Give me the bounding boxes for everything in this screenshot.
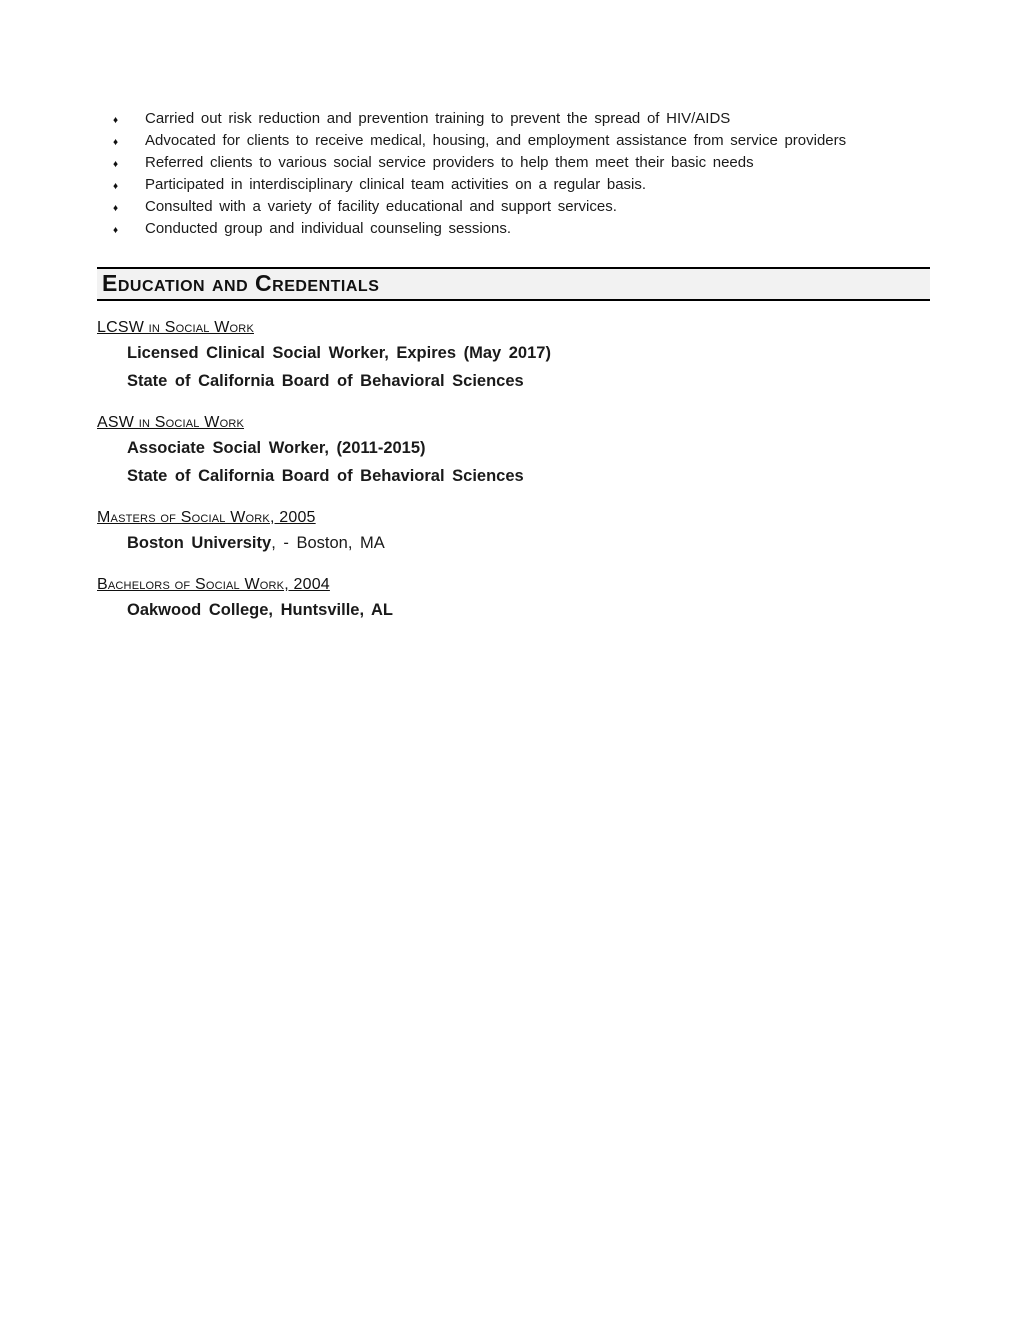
school-name: Oakwood College, Huntsville, AL bbox=[127, 601, 394, 619]
diamond-bullet-icon: ♦ bbox=[113, 137, 119, 148]
education-entry-line bbox=[127, 465, 930, 488]
bullet-text: Carried out risk reduction and prevention training to prevent the spread of HIV/AIDS bbox=[145, 110, 731, 127]
credential-title: Licensed Clinical Social Worker, Expires (May 2017) bbox=[127, 344, 551, 362]
bullet-text: Participated in interdisciplinary clinical team activities on a regular basis. bbox=[145, 176, 647, 193]
bullet-text: Advocated for clients to receive medical, housing, and employment assistance from service providers bbox=[145, 132, 847, 149]
bullet-text: Referred clients to various social service providers to help them meet their basic needs bbox=[145, 154, 754, 171]
education-entry-heading: Bachelors of Social Work, 2004 bbox=[97, 576, 330, 593]
bullet-item bbox=[97, 219, 930, 241]
experience-bullet-list bbox=[97, 109, 930, 241]
diamond-bullet-icon: ♦ bbox=[113, 203, 119, 214]
section-header-education-and-credentials bbox=[97, 267, 930, 301]
credential-title: Associate Social Worker, (2011-2015) bbox=[127, 439, 426, 457]
bullet-text: Consulted with a variety of facility educational and support services. bbox=[145, 198, 617, 215]
education-entry-asw bbox=[97, 414, 930, 488]
education-entry-heading: LCSW in Social Work bbox=[97, 319, 254, 336]
diamond-bullet-icon: ♦ bbox=[113, 225, 119, 236]
credential-issuer: State of California Board of Behavioral Sciences bbox=[127, 467, 524, 485]
credential-issuer: State of California Board of Behavioral Sciences bbox=[127, 372, 524, 390]
school-name: Boston University bbox=[127, 534, 272, 552]
education-entry-bachelors bbox=[97, 576, 930, 622]
diamond-bullet-icon: ♦ bbox=[113, 159, 119, 170]
bullet-item bbox=[97, 153, 930, 175]
education-entry-line bbox=[127, 342, 930, 365]
diamond-bullet-icon: ♦ bbox=[113, 115, 119, 126]
bullet-item bbox=[97, 175, 930, 197]
education-entry-line bbox=[127, 532, 930, 555]
school-location: , - Boston, MA bbox=[271, 534, 385, 552]
bullet-item bbox=[97, 109, 930, 131]
diamond-bullet-icon: ♦ bbox=[113, 181, 119, 192]
bullet-item bbox=[97, 131, 930, 153]
education-entry-masters bbox=[97, 509, 930, 555]
bullet-text: Conducted group and individual counseling sessions. bbox=[145, 220, 512, 237]
bullet-item bbox=[97, 197, 930, 219]
education-entry-heading: ASW in Social Work bbox=[97, 414, 245, 431]
education-entry-line bbox=[127, 437, 930, 460]
education-entry-lcsw bbox=[97, 319, 930, 393]
education-entry-heading: Masters of Social Work, 2005 bbox=[97, 509, 316, 526]
education-entry-line bbox=[127, 370, 930, 393]
education-entry-line bbox=[127, 599, 930, 622]
section-header-title: Education and Credentials bbox=[102, 270, 380, 296]
